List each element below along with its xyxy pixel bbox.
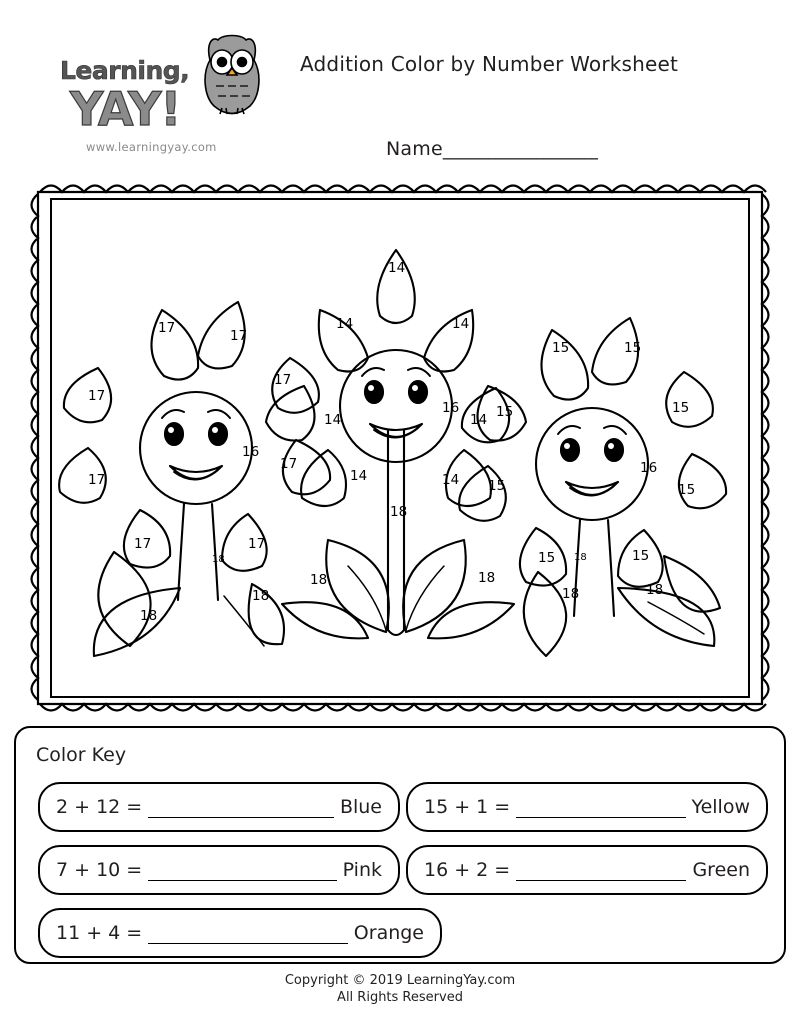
svg-text:14: 14	[388, 260, 406, 276]
owl-icon	[194, 30, 270, 116]
svg-text:14: 14	[336, 316, 354, 332]
brand-logo	[48, 28, 298, 158]
svg-text:18: 18	[646, 582, 664, 598]
logo-website-url: www.learningyay.com	[86, 140, 217, 154]
svg-text:17: 17	[134, 536, 152, 552]
svg-text:15: 15	[538, 550, 556, 566]
color-key-color-label: Yellow	[691, 796, 750, 818]
color-key-equation: 11 + 4 =	[56, 922, 143, 944]
page-footer	[0, 972, 800, 1006]
color-key-answer-blank[interactable]	[148, 797, 334, 818]
svg-text:15: 15	[496, 404, 514, 420]
svg-text:15: 15	[488, 478, 506, 494]
color-key-item-green[interactable]	[406, 845, 768, 895]
copyright-line: Copyright © 2019 LearningYay.com	[284, 973, 516, 988]
color-key-equation: 15 + 1 =	[424, 796, 511, 818]
svg-text:17: 17	[88, 388, 106, 404]
svg-text:15: 15	[672, 400, 690, 416]
name-field-label: Name________________	[386, 138, 599, 160]
svg-text:17: 17	[230, 328, 248, 344]
svg-text:18: 18	[574, 552, 587, 563]
color-key-item-yellow[interactable]	[406, 782, 768, 832]
svg-text:18: 18	[140, 608, 158, 624]
page-header	[0, 0, 800, 175]
svg-text:17: 17	[280, 456, 298, 472]
logo-text-learning: Learning,	[60, 56, 190, 85]
svg-text:15: 15	[678, 482, 696, 498]
svg-text:18: 18	[390, 504, 408, 520]
logo-text-yay: YAY!	[70, 82, 181, 136]
color-key-item-blue[interactable]	[38, 782, 400, 832]
svg-text:18: 18	[310, 572, 328, 588]
svg-text:15: 15	[552, 340, 570, 356]
color-key-item-pink[interactable]	[38, 845, 400, 895]
svg-text:14: 14	[324, 412, 342, 428]
color-key-answer-blank[interactable]	[516, 860, 686, 881]
color-key-color-label: Orange	[353, 922, 424, 944]
coloring-picture-frame	[28, 178, 772, 718]
svg-text:14: 14	[452, 316, 470, 332]
color-key-equation: 7 + 10 =	[56, 859, 143, 881]
svg-text:18: 18	[562, 586, 580, 602]
svg-text:14: 14	[470, 412, 488, 428]
svg-text:15: 15	[624, 340, 642, 356]
svg-text:17: 17	[248, 536, 266, 552]
color-key-answer-blank[interactable]	[516, 797, 685, 818]
color-key-item-orange[interactable]	[38, 908, 442, 958]
svg-text:17: 17	[88, 472, 106, 488]
flower-coloring-artwork	[52, 200, 748, 696]
svg-text:17: 17	[158, 320, 176, 336]
color-key-equation: 16 + 2 =	[424, 859, 511, 881]
svg-text:14: 14	[350, 468, 368, 484]
svg-text:16: 16	[442, 400, 460, 416]
page-title: Addition Color by Number Worksheet	[300, 52, 679, 76]
color-key-panel	[14, 726, 786, 964]
svg-text:18: 18	[478, 570, 496, 586]
svg-text:16: 16	[640, 460, 658, 476]
color-key-equation: 2 + 12 =	[56, 796, 143, 818]
svg-text:17: 17	[274, 372, 292, 388]
color-key-answer-blank[interactable]	[148, 860, 336, 881]
svg-text:15: 15	[632, 548, 650, 564]
svg-text:14: 14	[442, 472, 460, 488]
color-key-color-label: Blue	[339, 796, 382, 818]
color-key-color-label: Pink	[342, 859, 382, 881]
rights-line: All Rights Reserved	[337, 990, 463, 1005]
svg-text:18: 18	[212, 554, 225, 565]
color-key-color-label: Green	[692, 859, 750, 881]
svg-text:18: 18	[252, 588, 270, 604]
svg-text:16: 16	[242, 444, 260, 460]
color-key-answer-blank[interactable]	[148, 923, 348, 944]
color-key-title: Color Key	[36, 744, 127, 766]
